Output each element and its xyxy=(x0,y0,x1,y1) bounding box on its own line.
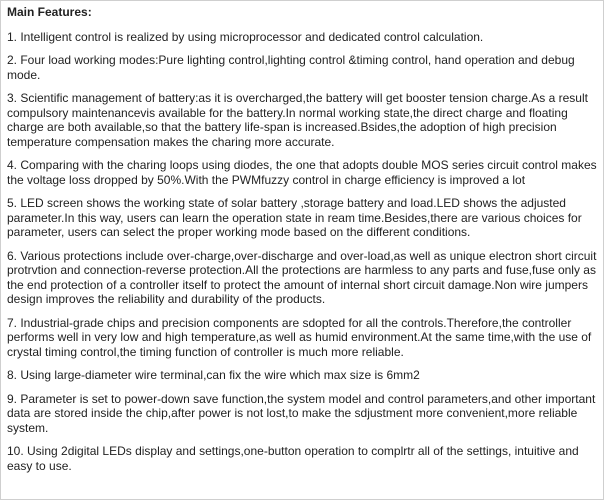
feature-item: 3. Scientific management of battery:as it is overcharged,the battery will get booster tension charge.As a result compulsory maintenancevis available for the battery.In normal working state,the direct charge and floating charge are both available,so that the battery life-span is increased.Bsides,the adoption of high precision temperature compensation makes the charing more accurate. xyxy=(7,91,588,149)
feature-item: 2. Four load working modes:Pure lighting control,lighting control &timing control, hand operation and debug mode. xyxy=(7,53,575,82)
feature-item: 1. Intelligent control is realized by using microprocessor and dedicated control calculation. xyxy=(7,29,484,44)
feature-item: 4. Comparing with the charing loops using diodes, the one that adopts double MOS series circuit control makes the voltage loss dropped by 50%.With the PWMfuzzy control in charge efficiency is improved a lot xyxy=(7,158,597,187)
feature-item: 7. Industrial-grade chips and precision components are sdopted for all the controls.Therefore,the controller performs well in very low and high temperature,as well as humid environment.At the same time,with the use of crystal timing control,the timing function of controller is much more reliable. xyxy=(7,315,592,359)
feature-item: 9. Parameter is set to power-down save function,the system model and control parameters,and other important data are stored inside the chip,after power is not lost,to make the sdjustment more convenient,more reliable system. xyxy=(7,391,596,435)
features-content xyxy=(7,5,597,482)
feature-item: 6. Various protections include over-charge,over-discharge and over-load,as well as unique electron short circuit protrvtion and connection-reverse protection.All the protections are harmless to any parts and fuse,fuse only as the end protection of a controller itself to protect the amount of internal short circuit damage.Non wire jumpers design improves the reliability and durability of the products. xyxy=(7,248,597,306)
feature-item: 10. Using 2digital LEDs display and settings,one-button operation to complrtr all of the settings, intuitive and easy to use. xyxy=(7,444,579,473)
feature-item: 8. Using large-diameter wire terminal,can fix the wire which max size is 6mm2 xyxy=(7,368,420,382)
main-features-heading: Main Features: xyxy=(7,5,92,19)
feature-item: 5. LED screen shows the working state of solar battery ,storage battery and load.LED shows the adjusted parameter.In this way, users can learn the operation state in ream time.Besides,there are various choices for parameter, users can select the proper working mode based on the different conditions. xyxy=(7,196,582,239)
